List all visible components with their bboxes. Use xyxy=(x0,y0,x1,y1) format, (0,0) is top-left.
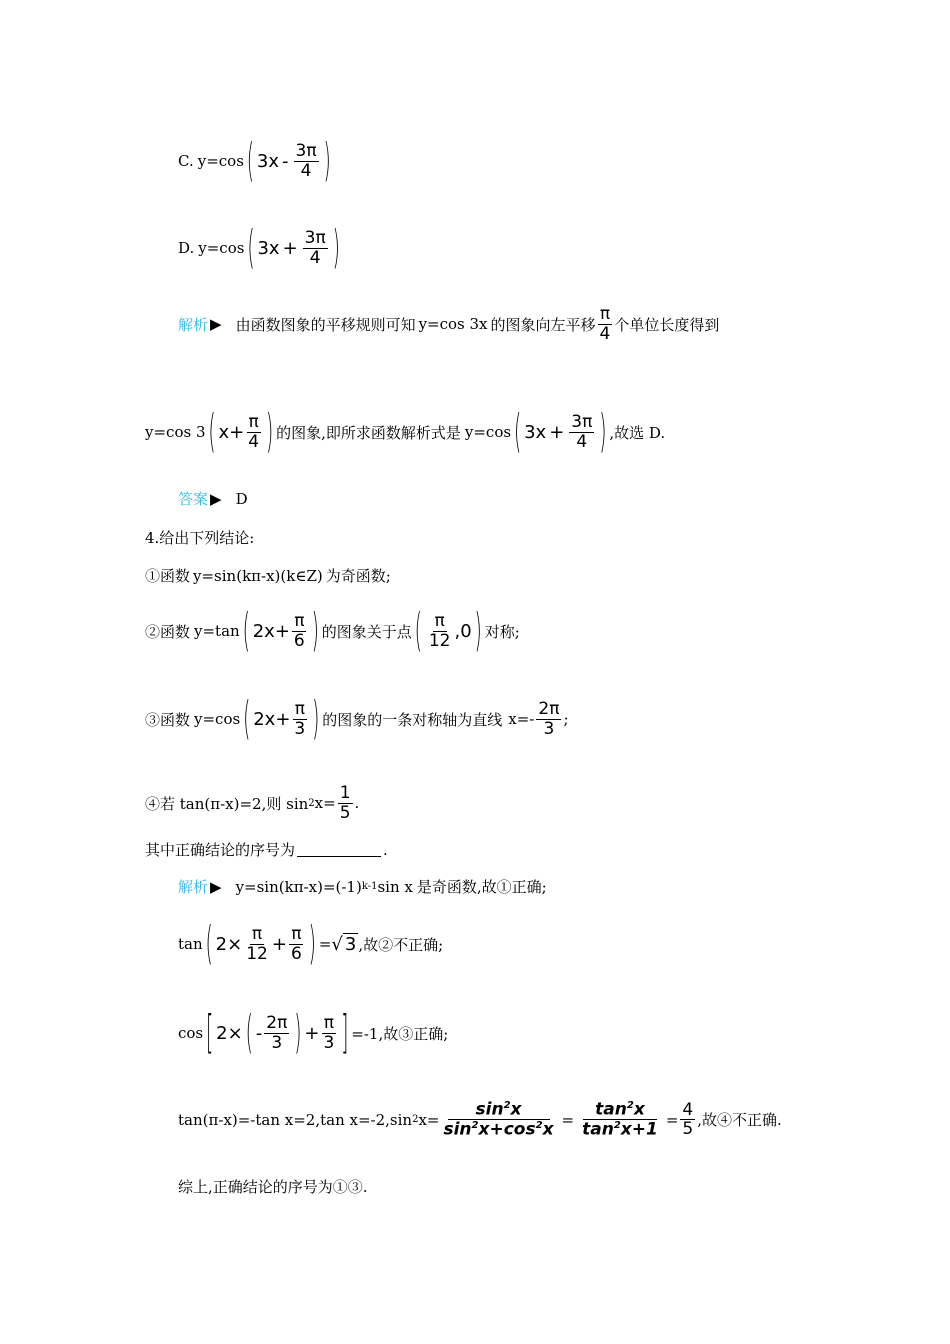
analysis2-l4b: x= xyxy=(418,1110,440,1129)
analysis1-l2-fraction2 xyxy=(569,413,594,451)
right-paren: ) xyxy=(599,405,607,459)
item2-fraction xyxy=(292,612,307,650)
fraction-numerator: π xyxy=(599,304,611,324)
fraction-denominator: 3 xyxy=(271,1032,283,1053)
analysis2-line2 xyxy=(178,917,444,971)
item3-expr: 2x+ xyxy=(253,708,291,730)
question4-item3 xyxy=(145,692,569,746)
item2-d: 对称; xyxy=(484,622,520,641)
item3-c: 的图象的一条对称轴为直线 xyxy=(322,710,503,729)
item4-fraction xyxy=(338,784,353,822)
option-c-op: - xyxy=(282,150,289,172)
plus-sign: + xyxy=(271,933,287,955)
triangle-arrow-icon: ▶ xyxy=(210,489,222,508)
option-c xyxy=(178,134,334,188)
left-paren: ( xyxy=(205,917,213,971)
analysis2-l1c: 是奇函数,故①正确; xyxy=(416,878,547,896)
fraction-numerator: π xyxy=(251,924,263,944)
right-paren: ) xyxy=(312,692,320,746)
right-paren: ) xyxy=(311,604,319,658)
analysis2-l1: y=sin(kπ-x)=(-1) xyxy=(235,877,362,896)
analysis1-l2-fraction xyxy=(246,413,261,451)
answer1-value: D xyxy=(235,489,248,508)
item3-b: y=cos xyxy=(194,710,241,729)
equals-sign: = xyxy=(665,1110,679,1129)
left-paren: ( xyxy=(246,134,254,188)
fraction-denominator: 4 xyxy=(300,160,312,181)
analysis-label: 解析 xyxy=(178,878,209,896)
item2-c: 的图象关于点 xyxy=(321,622,412,641)
item4-end: . xyxy=(354,794,360,813)
right-paren: ) xyxy=(474,604,482,658)
option-d-op: + xyxy=(282,237,298,259)
analysis1-l2-op: + xyxy=(549,421,565,443)
answer-label: 答案 xyxy=(178,490,209,508)
fraction-numerator: π xyxy=(294,611,305,631)
analysis1-text2: y=cos 3x xyxy=(418,315,488,334)
item2-b: y=tan xyxy=(194,622,240,641)
analysis2-summary: 综上,正确结论的序号为①③. xyxy=(178,1178,368,1196)
option-d-fraction xyxy=(303,229,328,267)
fraction-numerator: π xyxy=(294,699,305,719)
right-paren: ) xyxy=(332,221,340,275)
analysis2-l4a: tan(π-x)=-tan x=2,tan x=-2,sin xyxy=(178,1110,413,1129)
sup-2: 2 xyxy=(412,1114,419,1126)
left-paren: ( xyxy=(243,692,251,746)
analysis1-line2 xyxy=(145,405,666,459)
option-d-expr: 3x xyxy=(257,237,280,259)
left-paren: ( xyxy=(414,604,422,658)
option-c-fraction xyxy=(294,142,319,180)
analysis2-line1 xyxy=(178,876,547,897)
left-bracket: [ xyxy=(206,1006,214,1060)
prompt-end: . xyxy=(383,840,388,859)
item1-b: y=sin(kπ-x)(k∈Z) xyxy=(193,566,323,585)
analysis2-l1b: sin x xyxy=(377,877,413,896)
right-paren: ) xyxy=(308,917,316,971)
prompt-text: 其中正确结论的序号为 xyxy=(145,841,296,859)
item2-point-fraction xyxy=(427,612,453,650)
analysis1-l2-expr: 3x xyxy=(524,421,547,443)
question4-item1 xyxy=(145,565,391,586)
fraction-denominator: 6 xyxy=(293,630,305,651)
fraction-denominator: 5 xyxy=(682,1119,694,1140)
fraction-denominator: 4 xyxy=(599,323,611,344)
option-d-func: y=cos xyxy=(198,239,245,258)
fraction-denominator: 12 xyxy=(428,630,451,651)
item3-a: ③函数 xyxy=(145,710,191,729)
analysis2-line4 xyxy=(178,1100,782,1140)
analysis1-l2d: ,故选 D. xyxy=(609,423,666,442)
analysis2-l1-sup: k-1 xyxy=(361,881,378,892)
sqrt-symbol: √ 3 xyxy=(331,933,357,955)
fraction-numerator: 4 xyxy=(682,1099,694,1120)
analysis2-l2-fraction2 xyxy=(289,925,304,963)
fraction-numerator: π xyxy=(248,412,259,432)
fraction-numerator: 3π xyxy=(295,141,317,161)
fraction-denominator: 4 xyxy=(576,431,588,452)
equals-sign: = xyxy=(561,1110,575,1129)
plus-sign: + xyxy=(304,1022,320,1044)
fraction-denominator: $\sin^2x+\cos^2x$ xyxy=(443,1120,554,1140)
fraction-denominator: 3 xyxy=(323,1032,335,1053)
fraction-denominator: 4 xyxy=(309,247,321,268)
left-paren: ( xyxy=(247,221,255,275)
right-paren: ) xyxy=(323,134,331,188)
item2-point-y: ,0 xyxy=(454,620,472,642)
sup-2: 2 xyxy=(308,797,315,809)
fraction-numerator: $\tan^2x$ xyxy=(583,1100,657,1120)
left-paren: ( xyxy=(242,604,250,658)
right-paren: ) xyxy=(294,1006,302,1060)
fraction-numerator: 2π xyxy=(538,699,560,719)
item3-axis-fraction xyxy=(536,700,561,738)
analysis1-l2-inner: x+ xyxy=(218,421,245,443)
item4-b: x= xyxy=(314,794,336,813)
fraction-denominator: 3 xyxy=(294,718,306,739)
analysis2-l4-end: ,故④不正确. xyxy=(697,1111,782,1130)
option-d xyxy=(178,221,343,275)
answer-blank[interactable] xyxy=(297,842,381,857)
analysis2-l2-end: ,故②不正确; xyxy=(358,935,444,954)
analysis1-l2a: y=cos 3 xyxy=(145,423,206,442)
fraction-denominator: 6 xyxy=(290,943,302,964)
fraction-numerator: π xyxy=(434,611,445,631)
item3-end: ; xyxy=(563,710,569,729)
analysis1-text4: 个单位长度得到 xyxy=(614,315,720,334)
option-c-prefix: C. xyxy=(178,152,194,171)
left-paren: ( xyxy=(208,405,216,459)
option-c-expr: 3x xyxy=(256,150,280,172)
fraction-numerator: 1 xyxy=(339,783,351,803)
minus-sign: - xyxy=(255,1022,263,1044)
question4-item4 xyxy=(145,784,359,822)
item2-a: ②函数 xyxy=(145,622,191,641)
fraction-denominator: $\tan^2x+1$ xyxy=(582,1120,658,1140)
question4-item2 xyxy=(145,604,520,658)
analysis2-l4-fraction1 xyxy=(441,1100,555,1140)
fraction-numerator: 2π xyxy=(266,1013,288,1033)
fraction-numerator: 3π xyxy=(571,412,593,432)
item1-c: 为奇函数; xyxy=(325,567,391,585)
analysis2-l2-eq: = xyxy=(318,935,332,954)
analysis2-l3-fraction1 xyxy=(264,1014,289,1052)
analysis1-text3: 的图象向左平移 xyxy=(490,315,596,334)
analysis2-l2-fraction1 xyxy=(244,925,270,963)
sqrt-radicand: 3 xyxy=(344,933,357,955)
item4-a: ④若 tan(π-x)=2,则 sin xyxy=(145,794,309,813)
analysis2-l2-func: tan xyxy=(178,935,203,954)
fraction-numerator: $\sin^2x$ xyxy=(448,1100,550,1120)
analysis2-l3-func: cos xyxy=(178,1024,204,1043)
analysis-label: 解析 xyxy=(178,315,209,334)
option-d-prefix: D. xyxy=(178,239,195,258)
fraction-numerator: π xyxy=(323,1013,334,1033)
fraction-denominator: 12 xyxy=(246,943,268,964)
item2-expr: 2x+ xyxy=(252,620,290,642)
right-bracket: ] xyxy=(341,1006,349,1060)
item1-a: ①函数 xyxy=(145,567,191,585)
question4-title: 4.给出下列结论: xyxy=(145,529,255,547)
analysis2-l3-end: =-1,故③正确; xyxy=(351,1024,449,1043)
analysis2-l4-fraction2 xyxy=(580,1100,660,1140)
item3-d: x=- xyxy=(508,710,535,729)
fraction-numerator: π xyxy=(291,924,302,944)
option-c-func: y=cos xyxy=(197,152,244,171)
analysis2-l2-expr: 2× xyxy=(215,933,243,955)
left-paren: ( xyxy=(514,405,522,459)
left-paren: ( xyxy=(245,1006,253,1060)
triangle-arrow-icon: ▶ xyxy=(210,877,222,896)
right-paren: ) xyxy=(266,405,274,459)
question4-prompt xyxy=(145,839,388,860)
analysis1-text1: 由函数图象的平移规则可知 xyxy=(235,315,416,334)
analysis2-l3-fraction2 xyxy=(321,1014,336,1052)
analysis1-line1 xyxy=(178,305,719,343)
triangle-arrow-icon: ▶ xyxy=(210,315,222,334)
analysis1-l2b: 的图象,即所求函数解析式是 xyxy=(276,423,461,442)
item3-fraction xyxy=(292,700,307,738)
fraction-denominator: 5 xyxy=(339,802,351,823)
analysis2-l4-fraction3 xyxy=(680,1101,695,1139)
fraction-denominator: 4 xyxy=(248,431,260,452)
fraction-denominator: 3 xyxy=(543,718,555,739)
analysis1-fraction xyxy=(598,305,613,343)
fraction-numerator: 3π xyxy=(304,228,326,248)
analysis2-line3 xyxy=(178,1006,449,1060)
analysis2-l3-expr: 2× xyxy=(216,1022,243,1044)
analysis1-l2c: y=cos xyxy=(464,423,512,442)
answer1 xyxy=(178,488,248,509)
